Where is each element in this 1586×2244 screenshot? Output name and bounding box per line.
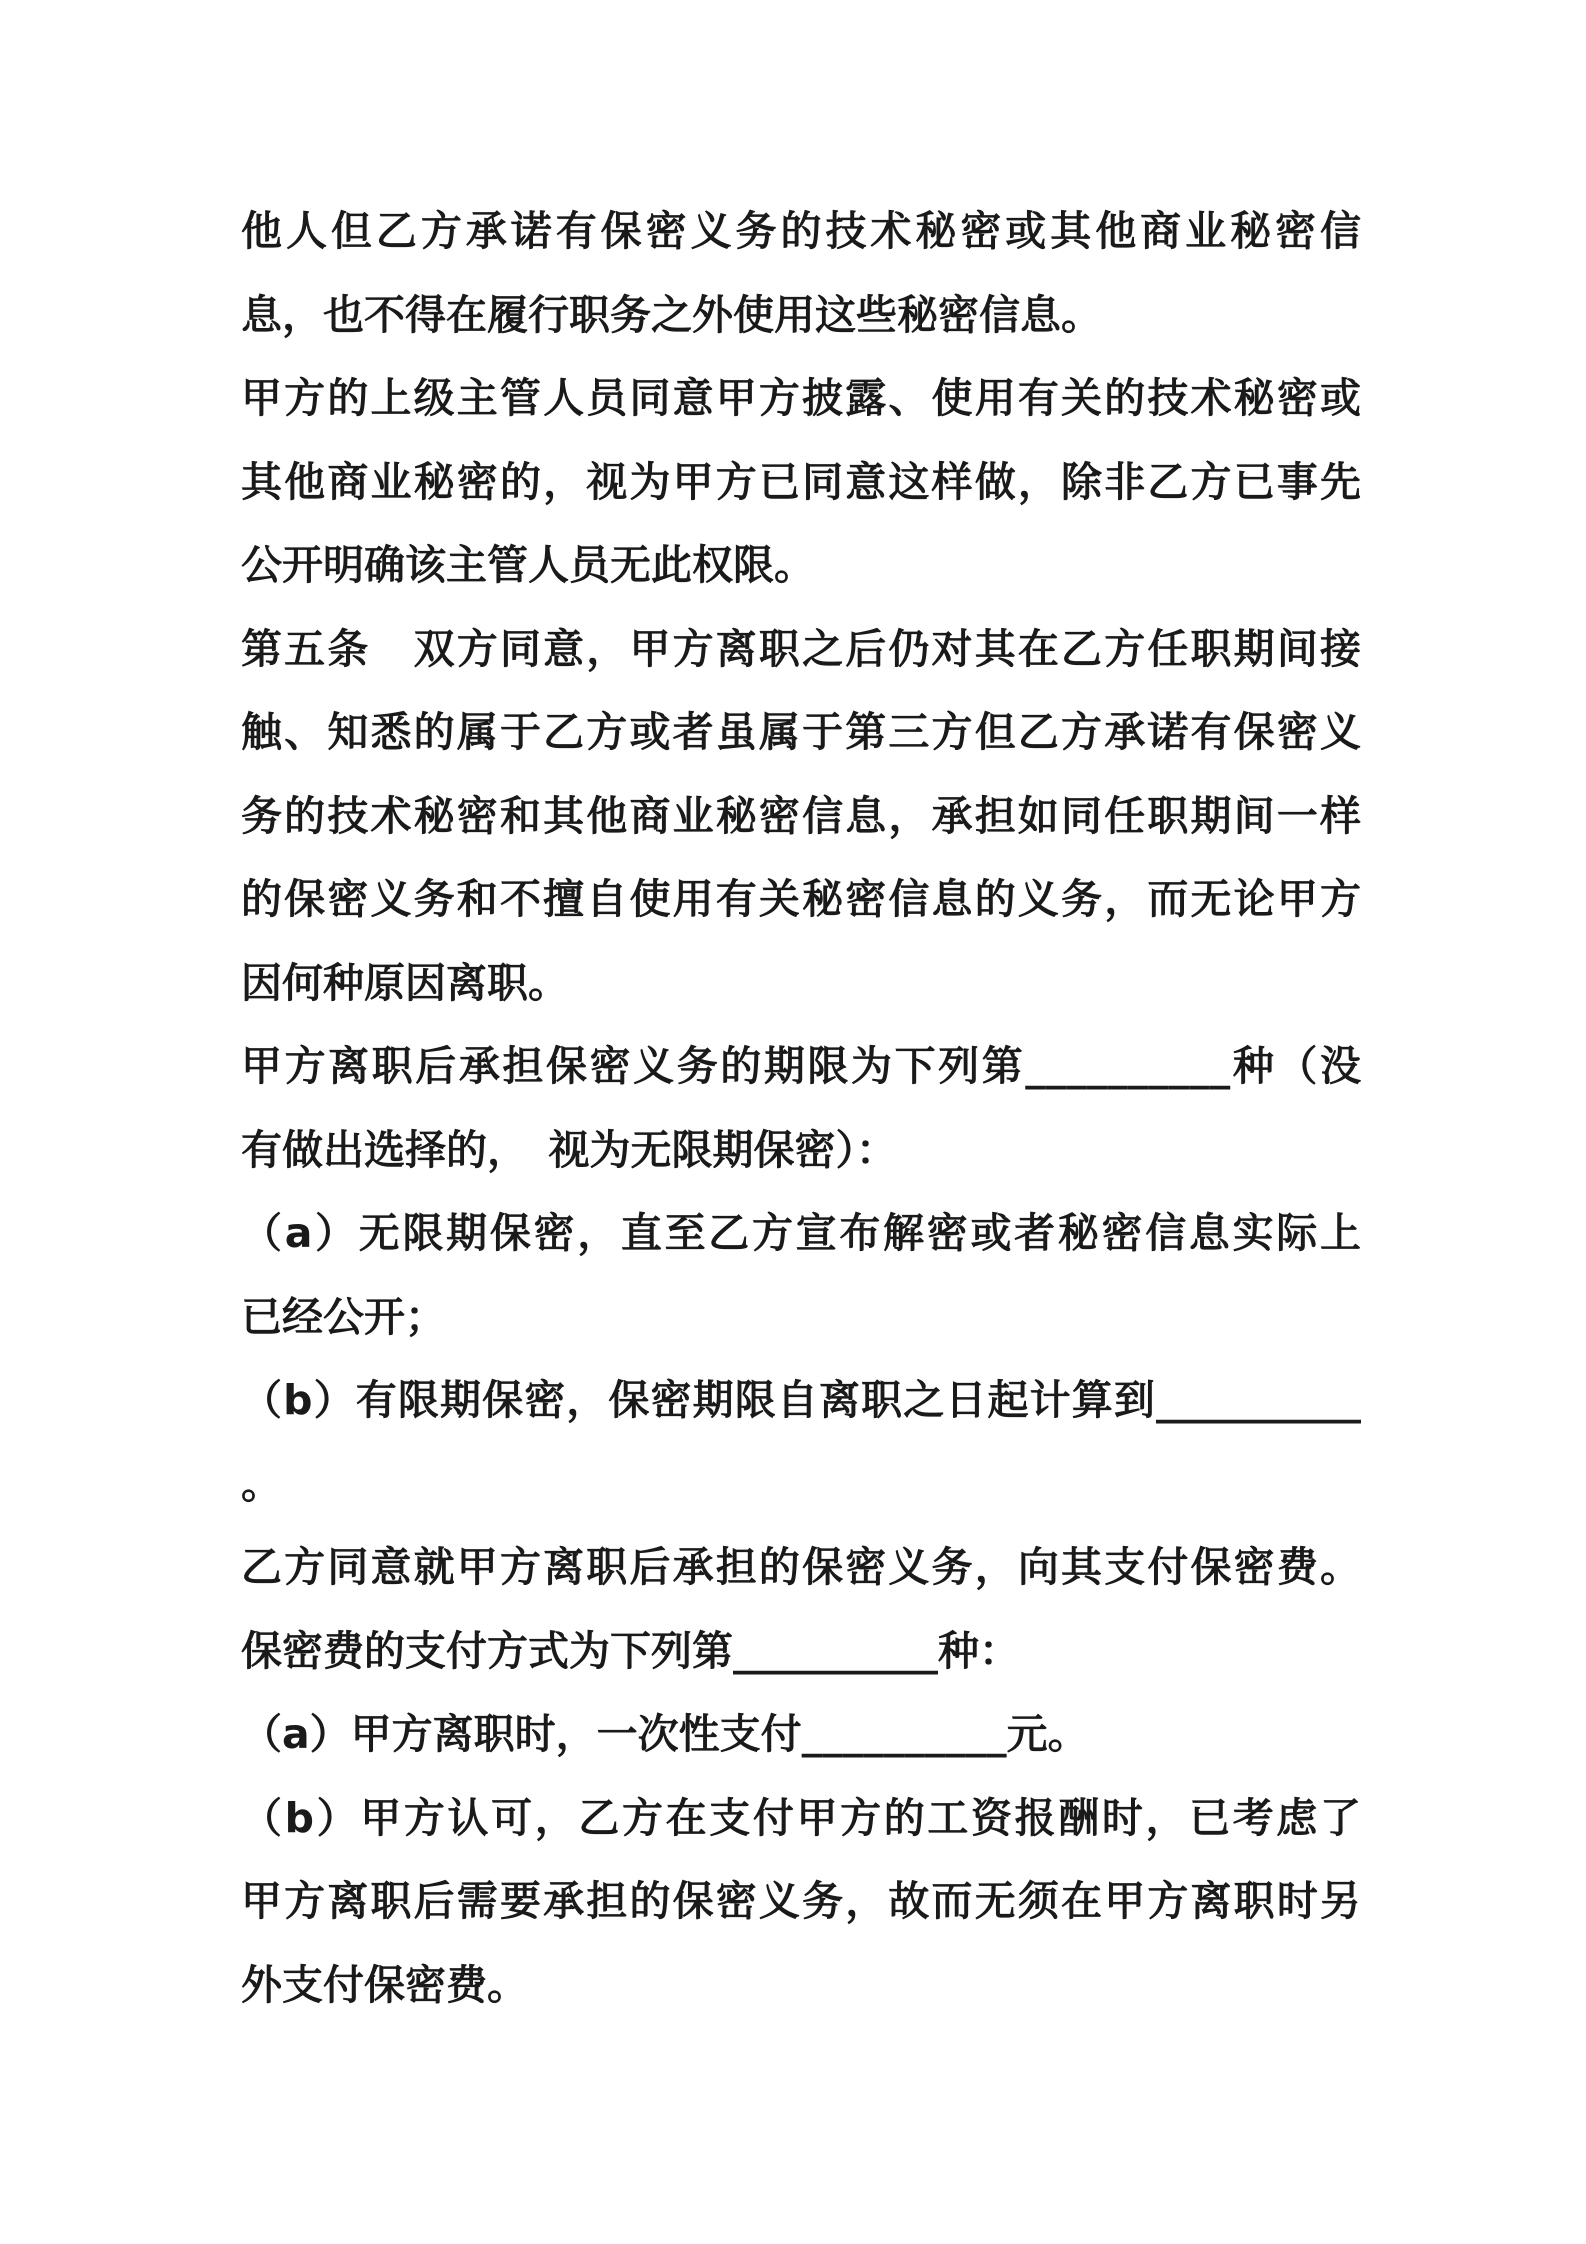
option-line: （a）甲方离职时，一次性支付__________元。 (241, 1710, 1089, 1758)
text-line: 乙方同意就甲方离职后承担的保密义务，向其支付保密费。 (241, 1543, 1361, 1591)
option-line: （b）甲方认可，乙方在支付甲方的工资报酬时，已考虑了 (241, 1793, 1361, 1842)
text-line: 甲方离职后承担保密义务的期限为下列第__________种（没 (241, 1042, 1361, 1090)
text-line: 公开明确该主管人员无此权限。 (241, 541, 815, 589)
text-line: 。 (241, 1459, 282, 1508)
text-line: 已经公开； (241, 1292, 446, 1341)
text-line: 务的技术秘密和其他商业秘密信息，承担如同任职期间一样 (241, 791, 1361, 840)
option-line: （a）无限期保密，直至乙方宣布解密或者秘密信息实际上 (241, 1209, 1361, 1257)
article-heading-line: 第五条 双方同意，甲方离职之后仍对其在乙方任职期间接 (241, 624, 1361, 673)
text-line: 触、知悉的属于乙方或者虽属于第三方但乙方承诺有保密义 (241, 708, 1361, 756)
text-line: 保密费的支付方式为下列第__________种： (241, 1626, 1020, 1675)
text-line: 甲方的上级主管人员同意甲方披露、使用有关的技术秘密或 (241, 374, 1361, 422)
option-line: （b）有限期保密，保密期限自离职之日起计算到__________ (241, 1376, 1361, 1424)
text-line: 外支付保密费。 (241, 1960, 528, 2009)
text-line: 的保密义务和不擅自使用有关秘密信息的义务，而无论甲方 (241, 875, 1361, 923)
text-line: 有做出选择的， 视为无限期保密）： (241, 1125, 897, 1174)
text-line: 他人但乙方承诺有保密义务的技术秘密或其他商业秘密信 (241, 207, 1361, 255)
text-line: 息，也不得在履行职务之外使用这些秘密信息。 (241, 290, 1102, 339)
text-line: 因何种原因离职。 (241, 958, 569, 1007)
text-line: 甲方离职后需要承担的保密义务，故而无须在甲方离职时另 (241, 1877, 1361, 1925)
text-line: 其他商业秘密的，视为甲方已同意这样做，除非乙方已事先 (241, 457, 1361, 506)
document-body (241, 190, 1361, 2027)
